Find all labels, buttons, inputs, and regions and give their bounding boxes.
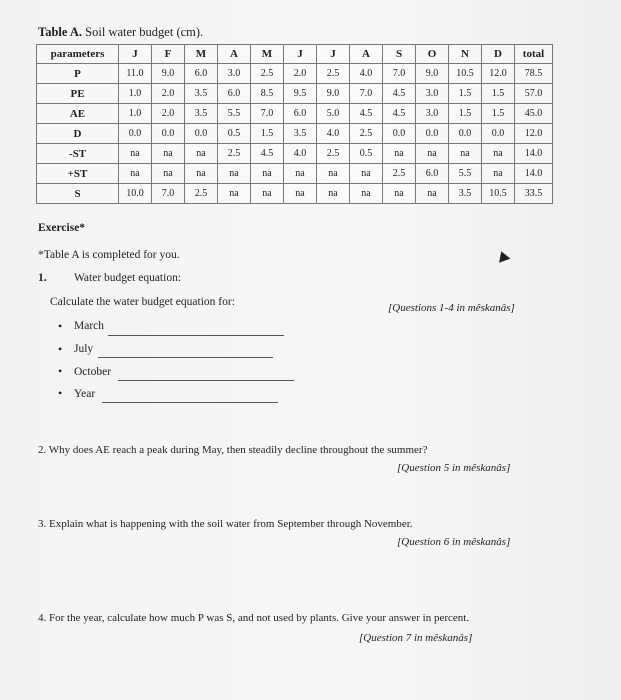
table-cell: 10.0 [119,184,152,204]
exercise-note: *Table A is completed for you. [38,249,180,261]
bullet-marker: • [58,342,63,356]
row-label: S [37,184,119,204]
table-cell: 4.5 [383,84,416,104]
table-cell: 3.0 [218,64,251,84]
table-cell: 0.5 [218,124,251,144]
header-month: N [449,45,482,64]
table-cell: 8.5 [251,84,284,104]
table-cell: na [482,144,515,164]
table-cell: na [284,184,317,204]
header-parameters: parameters [37,45,119,64]
question-4-reference: [Question 7 in mêskanâs] [359,632,473,644]
table-cell: na [383,144,416,164]
header-total: total [515,45,553,64]
table-cell: 2.5 [251,64,284,84]
table-cell: 1.5 [482,104,515,124]
row-label: P [37,64,119,84]
table-cell: 3.5 [185,84,218,104]
table-cell: na [482,164,515,184]
answer-label-year: Year [74,388,96,400]
table-row [37,184,553,204]
question-2-reference: [Question 5 in mêskanâs] [397,462,511,474]
header-month: S [383,45,416,64]
question-1-title: Water budget equation: [74,272,182,284]
table-caption-label: Table A. [38,25,83,39]
total-cell: 78.5 [515,64,553,84]
total-cell: 14.0 [515,144,553,164]
header-month: F [152,45,185,64]
table-cell: 4.0 [284,144,317,164]
table-cell: 9.5 [284,84,317,104]
table-row [37,84,553,104]
table-cell: 6.0 [218,84,251,104]
table-cell: 3.5 [449,184,482,204]
table-cell: 7.0 [152,184,185,204]
table-cell: na [185,164,218,184]
answer-line-march[interactable] [108,335,284,336]
row-label: AE [37,104,119,124]
table-cell: 3.0 [416,104,449,124]
table-cell: 9.0 [317,84,350,104]
table-cell: 4.0 [317,124,350,144]
table-cell: 0.0 [449,124,482,144]
table-cell: 1.0 [119,84,152,104]
row-label: PE [37,84,119,104]
question-3-reference: [Question 6 in mêskanâs] [397,536,511,548]
table-cell: 4.5 [350,104,383,124]
exercise-heading: Exercise* [38,222,86,234]
table-cell: 0.0 [119,124,152,144]
table-cell: 5.5 [218,104,251,124]
table-cell: 1.5 [482,84,515,104]
table-cell: 4.5 [383,104,416,124]
bullet-marker: • [58,386,63,400]
question-3-text: 3. Explain what is happening with the soil water from September through November. [38,518,413,530]
header-month: J [284,45,317,64]
answer-label-october: October [74,366,112,378]
table-cell: 3.5 [284,124,317,144]
table-cell: 2.0 [284,64,317,84]
table-cell: na [383,184,416,204]
table-cell: 11.0 [119,64,152,84]
table-cell: na [251,184,284,204]
answer-label-july: July [74,343,94,355]
table-cell: na [416,184,449,204]
row-label: +ST [37,164,119,184]
table-cell: 9.0 [416,64,449,84]
table-cell: na [152,164,185,184]
question-1-instruction: Calculate the water budget equation for: [50,296,235,308]
header-month: J [119,45,152,64]
header-month: M [251,45,284,64]
table-cell: 7.0 [383,64,416,84]
header-month: A [218,45,251,64]
table-row [37,144,553,164]
row-label: -ST [37,144,119,164]
table-cell: 12.0 [482,64,515,84]
table-cell: 5.5 [449,164,482,184]
header-month: D [482,45,515,64]
table-cell: 5.0 [317,104,350,124]
table-cell: na [317,164,350,184]
bullet-marker: • [58,364,63,378]
table-cell: na [284,164,317,184]
table-cell: na [350,164,383,184]
table-cell: 6.0 [185,64,218,84]
table-row [37,124,553,144]
total-cell: 12.0 [515,124,553,144]
table-cell: 0.0 [383,124,416,144]
table-cell: 0.0 [152,124,185,144]
table-cell: na [185,144,218,164]
table-cell: 4.5 [251,144,284,164]
table-cell: 10.5 [449,64,482,84]
table-cell: na [218,164,251,184]
table-cell: 6.0 [416,164,449,184]
table-cell: na [350,184,383,204]
table-cell: na [119,144,152,164]
table-cell: 7.0 [251,104,284,124]
table-cell: 0.0 [482,124,515,144]
total-cell: 45.0 [515,104,553,124]
table-cell: na [119,164,152,184]
row-label: D [37,124,119,144]
table-cell: 3.0 [416,84,449,104]
table-cell: na [218,184,251,204]
table-row [37,104,553,124]
table-cell: na [416,144,449,164]
mouse-cursor-icon [496,249,511,263]
table-cell: na [152,144,185,164]
table-cell: 2.5 [383,164,416,184]
header-month: O [416,45,449,64]
table-cell: 10.5 [482,184,515,204]
question-4-text: 4. For the year, calculate how much P was S, and not used by plants. Give your answer in percent. [38,612,470,624]
answer-line-october[interactable] [118,380,294,381]
total-cell: 14.0 [515,164,553,184]
table-caption [38,25,203,40]
total-cell: 57.0 [515,84,553,104]
table-cell: 0.0 [416,124,449,144]
table-header-row [37,45,553,64]
header-month: A [350,45,383,64]
bullet-marker: • [58,319,63,333]
table-cell: na [251,164,284,184]
table-cell: 2.5 [350,124,383,144]
table-cell: 6.0 [284,104,317,124]
table-cell: 4.0 [350,64,383,84]
question-1-reference: [Questions 1-4 in mêskanâs] [388,302,515,314]
soil-water-budget-table [36,44,553,204]
table-cell: 0.0 [185,124,218,144]
header-month: J [317,45,350,64]
total-cell: 33.5 [515,184,553,204]
table-cell: 3.5 [185,104,218,124]
table-caption-title: Soil water budget (cm). [85,25,204,39]
table-row [37,64,553,84]
table-cell: na [317,184,350,204]
table-cell: 2.5 [317,144,350,164]
table-cell: 1.5 [449,84,482,104]
table-cell: 2.0 [152,84,185,104]
answer-label-march: March [74,320,105,332]
table-cell: na [449,144,482,164]
table-row [37,164,553,184]
table-cell: 1.0 [119,104,152,124]
table-cell: 1.5 [251,124,284,144]
answer-line-july[interactable] [98,357,273,358]
answer-line-year[interactable] [102,402,278,403]
table-cell: 7.0 [350,84,383,104]
table-cell: 2.0 [152,104,185,124]
table-cell: 0.5 [350,144,383,164]
table-cell: 9.0 [152,64,185,84]
header-month: M [185,45,218,64]
table-cell: 2.5 [317,64,350,84]
table-cell: 1.5 [449,104,482,124]
table-cell: 2.5 [185,184,218,204]
question-2-text: 2. Why does AE reach a peak during May, then steadily decline throughout the summer? [38,444,428,456]
question-1-number: 1. [38,272,47,284]
table-cell: 2.5 [218,144,251,164]
